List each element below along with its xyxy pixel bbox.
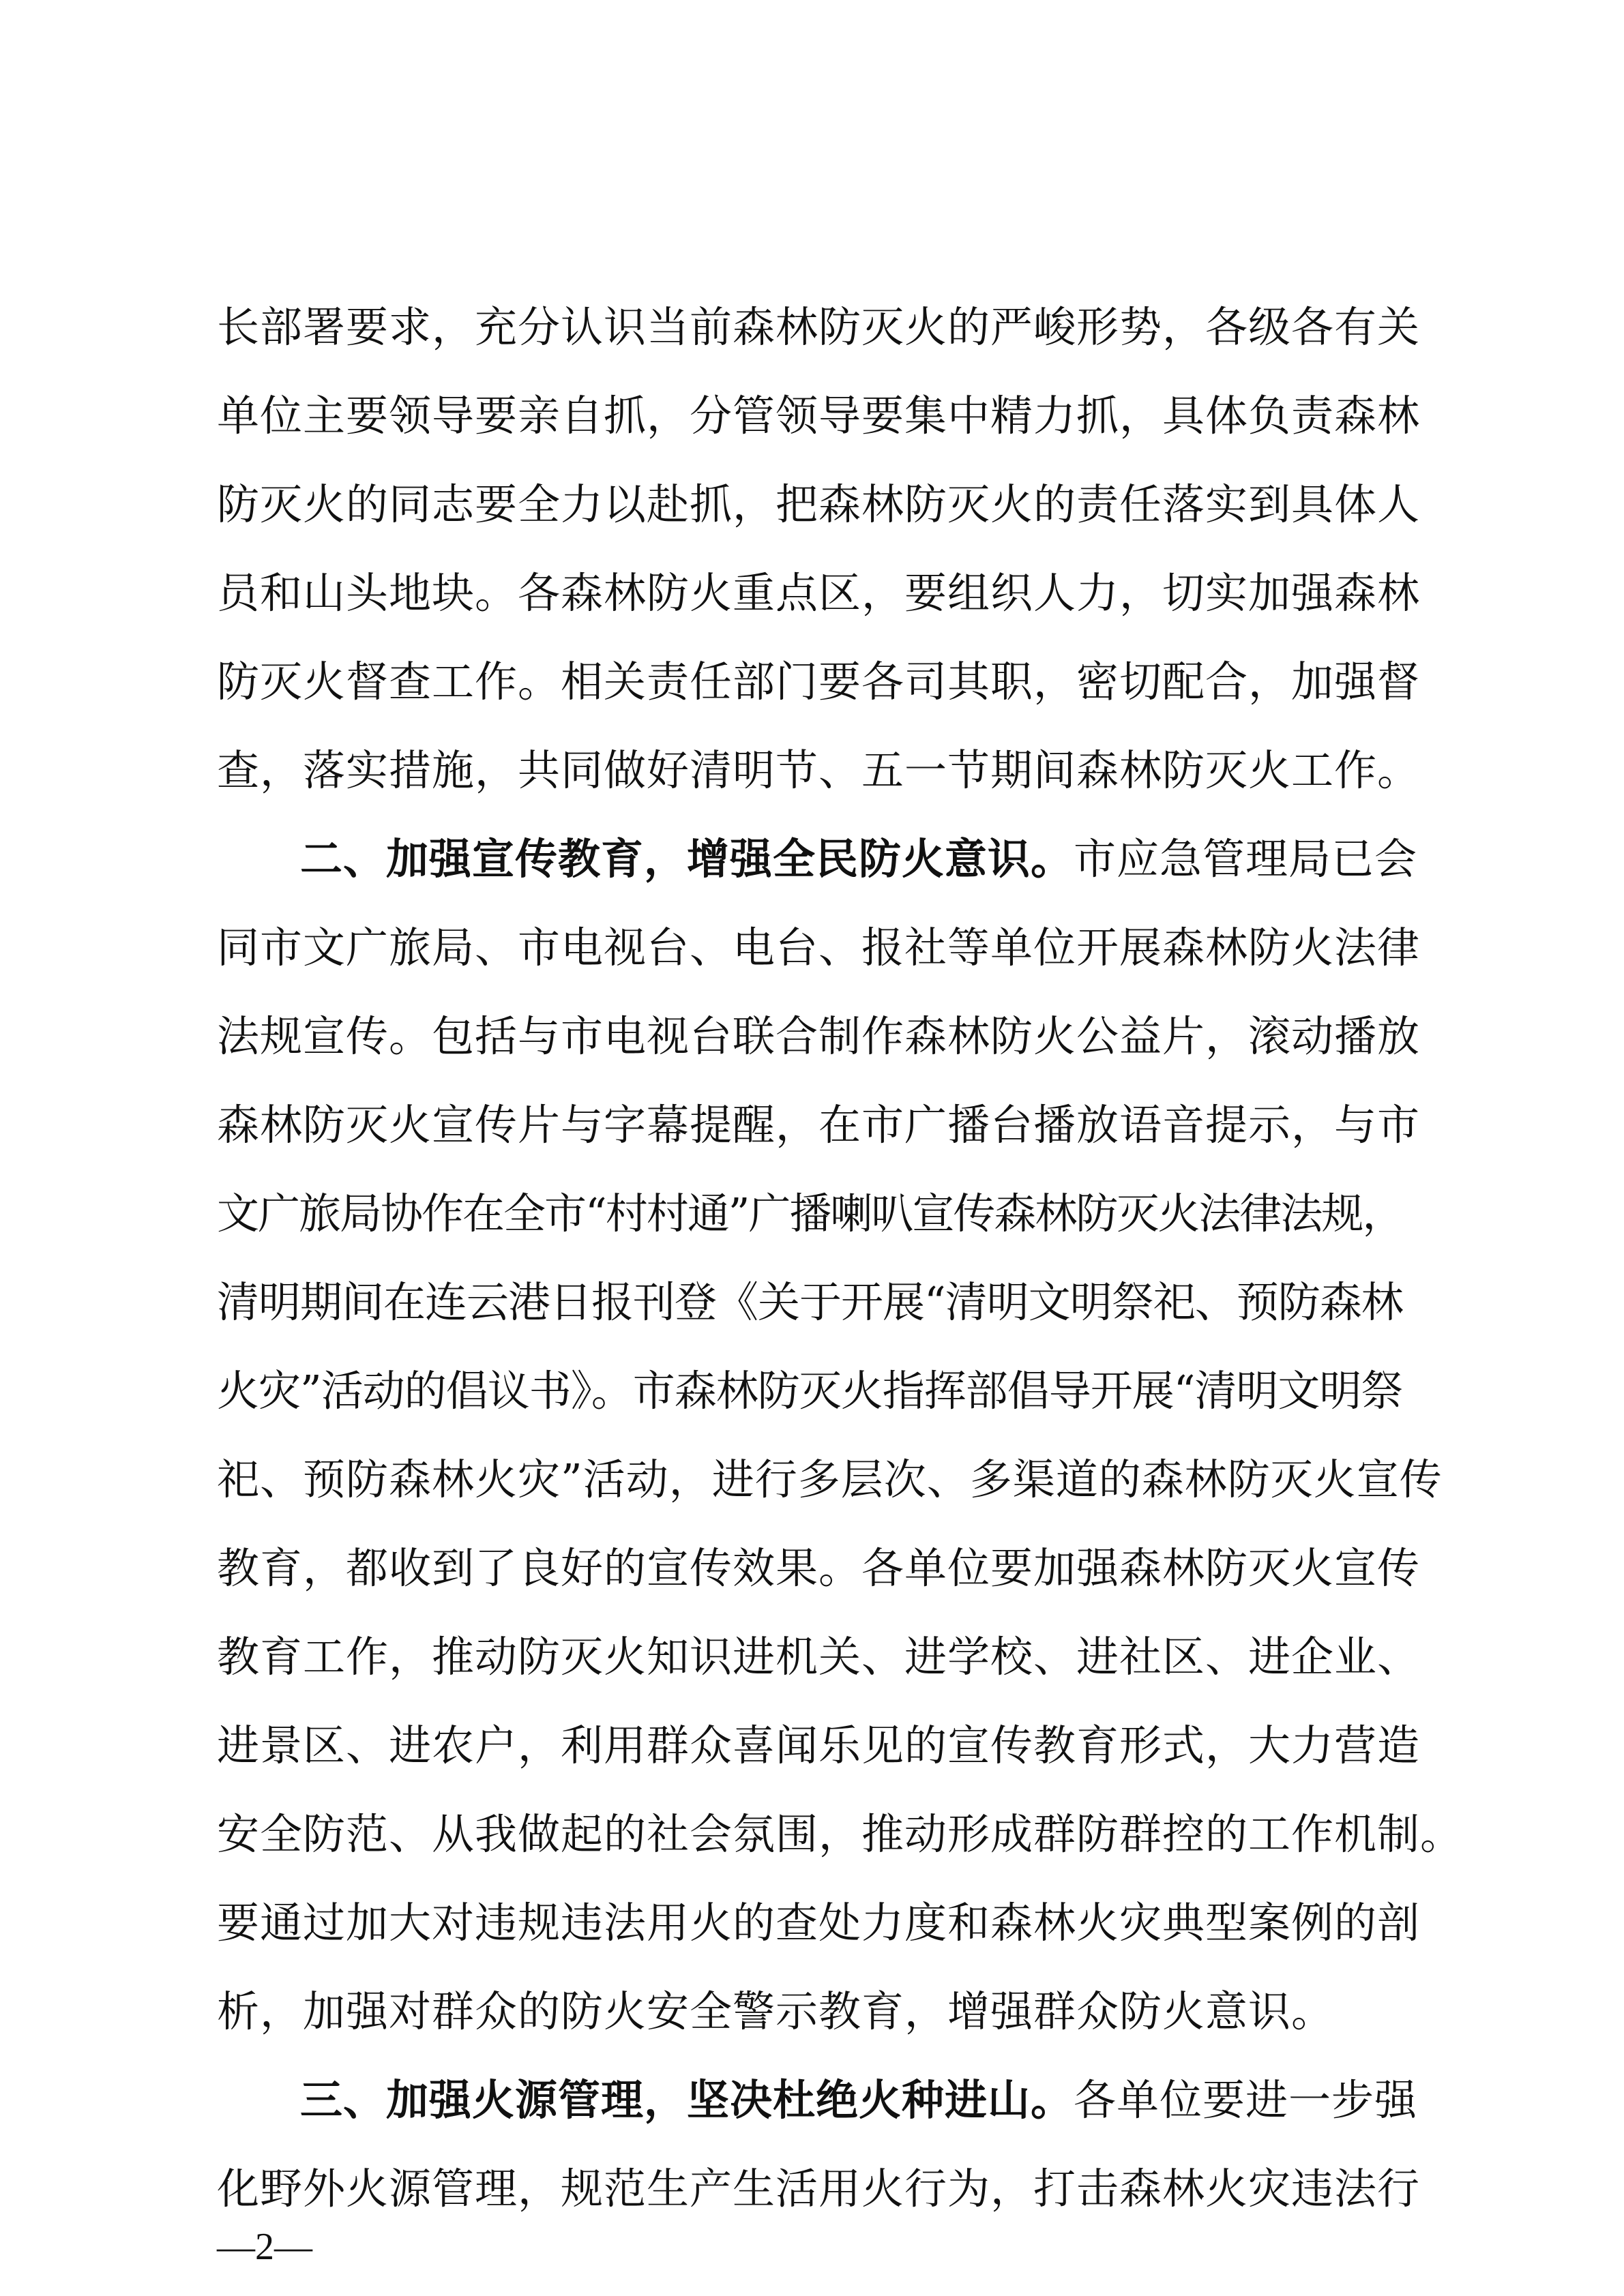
section-heading: 三、加强火源管理，坚决杜绝火种进山。 (300, 2075, 1074, 2125)
section-heading-line: 二、加强宣传教育，增强全民防火意识。市应急管理局已会 (300, 834, 1418, 884)
text-line: 清明期间在连云港日报刊登《关于开展“清明文明祭祀、预防森林 (217, 1277, 1403, 1327)
section-heading: 二、加强宣传教育，增强全民防火意识。 (300, 834, 1074, 884)
text-line: 火灾”活动的倡议书》。市森林防灭火指挥部倡导开展“清明文明祭 (217, 1366, 1403, 1416)
text-line: 同市文广旅局、市电视台、电台、报社等单位开展森林防火法律 (217, 923, 1421, 972)
text-line: 防灭火督查工作。相关责任部门要各司其职，密切配合，加强督 (217, 657, 1421, 706)
text-line: 析，加强对群众的防火安全警示教育，增强群众防火意识。 (217, 1986, 1335, 2036)
text-line: 要通过加大对违规违法用火的查处力度和森林火灾典型案例的剖 (217, 1898, 1421, 1948)
text-line: 防灭火的同志要全力以赴抓，把森林防灭火的责任落实到具体人 (217, 479, 1421, 529)
text-line: 员和山头地块。各森林防火重点区，要组织人力，切实加强森林 (217, 568, 1421, 618)
text-line: 法规宣传。包括与市电视台联合制作森林防火公益片，滚动播放 (217, 1011, 1421, 1061)
section-heading-line: 三、加强火源管理，坚决杜绝火种进山。各单位要进一步强 (300, 2075, 1418, 2125)
text-line: 祀、预防森林火灾”活动，进行多层次、多渠道的森林防灭火宣传 (217, 1455, 1443, 1504)
text-line: 化野外火源管理，规范生产生活用火行为，打击森林火灾违法行 (217, 2164, 1421, 2213)
text-line: 长部署要求，充分认识当前森林防灭火的严峻形势，各级各有关 (217, 302, 1421, 352)
text-line: 单位主要领导要亲自抓，分管领导要集中精力抓，具体负责森林 (217, 391, 1421, 441)
text-line: 森林防灭火宣传片与字幕提醒，在市广播台播放语音提示，与市 (217, 1100, 1421, 1150)
text-line: 教育，都收到了良好的宣传效果。各单位要加强森林防灭火宣传 (217, 1543, 1421, 1593)
page-number: —2— (217, 2226, 312, 2268)
text-line: 教育工作，推动防灭火知识进机关、进学校、进社区、进企业、 (217, 1632, 1421, 1682)
text-line: 查，落实措施，共同做好清明节、五一节期间森林防灭火工作。 (217, 745, 1421, 795)
text-line: 文广旅局协作在全市“村村通”广播喇叭宣传森林防灭火法律法规， (217, 1189, 1404, 1238)
text-line: 进景区、进农户，利用群众喜闻乐见的宣传教育形式，大力营造 (217, 1720, 1421, 1770)
text-line: 安全防范、从我做起的社会氛围，推动形成群防群控的工作机制。 (217, 1809, 1464, 1859)
